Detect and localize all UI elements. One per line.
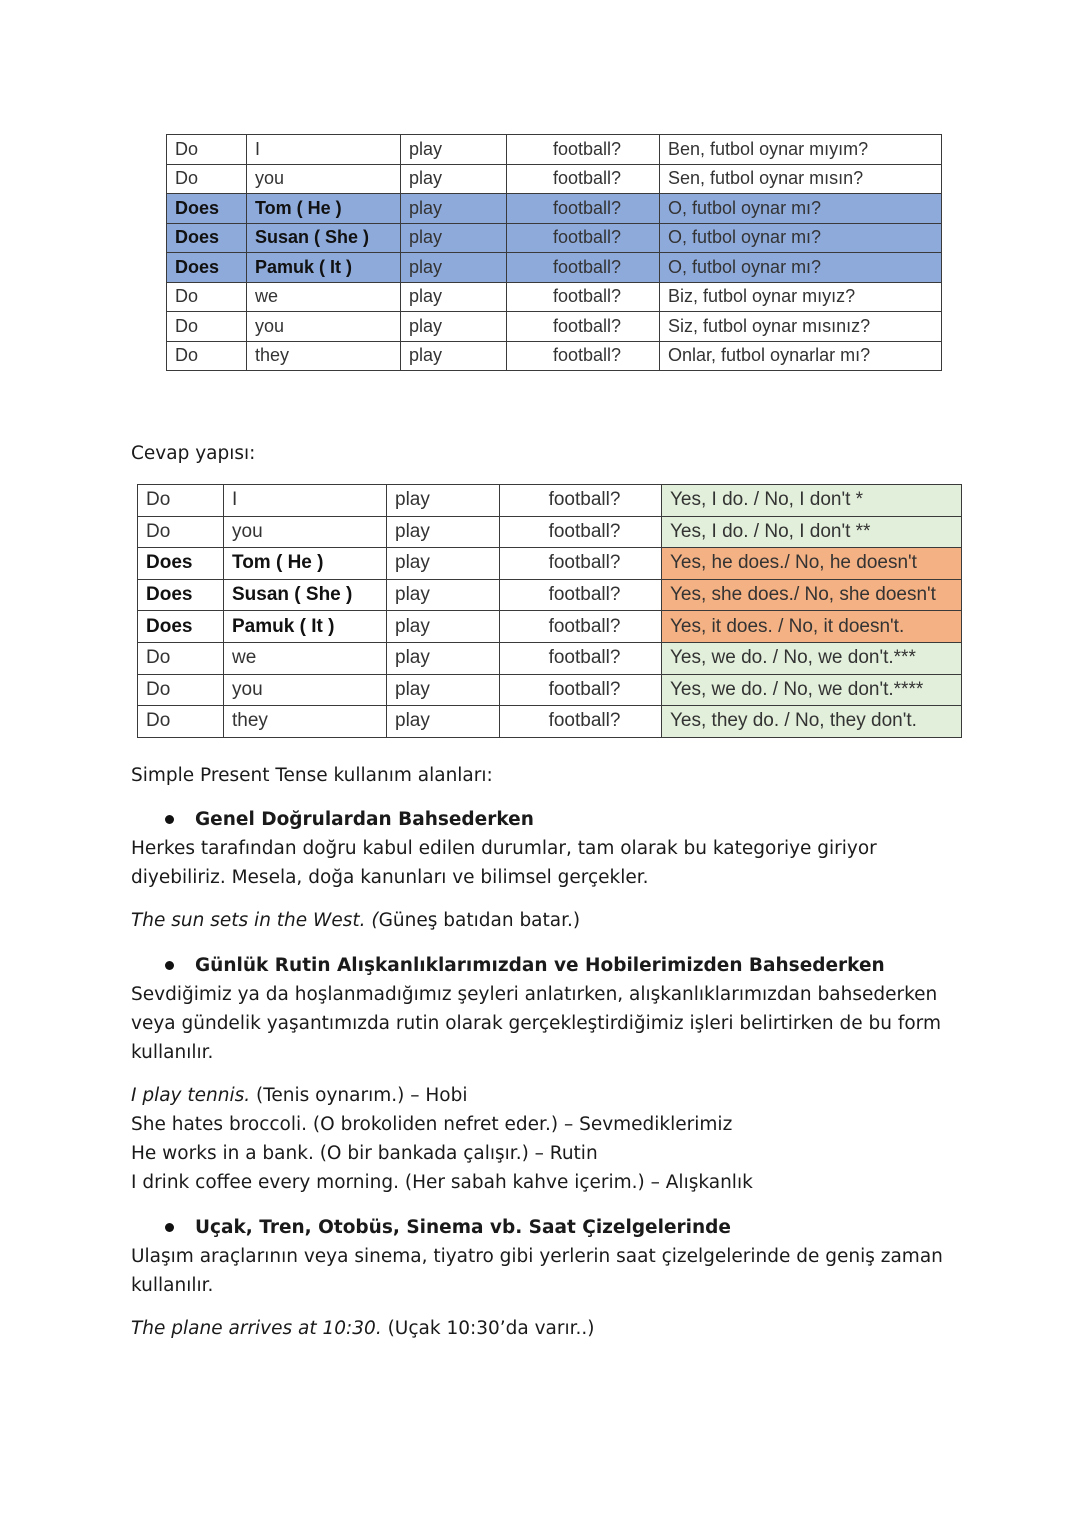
verb-cell: play bbox=[401, 223, 507, 253]
table-row bbox=[167, 194, 942, 224]
verb-cell: play bbox=[387, 548, 500, 580]
subject-cell: you bbox=[247, 164, 401, 194]
verb-cell: play bbox=[387, 611, 500, 643]
verb-cell: play bbox=[401, 282, 507, 312]
subject-cell: we bbox=[247, 282, 401, 312]
bullet-icon bbox=[165, 815, 174, 824]
aux-cell: Does bbox=[138, 611, 224, 643]
usage-example: He works in a bank. (O bir bankada çalışır.) – Rutin bbox=[131, 1143, 598, 1164]
table-row bbox=[138, 642, 962, 674]
aux-cell: Do bbox=[138, 516, 224, 548]
verb-cell: play bbox=[401, 194, 507, 224]
table-row bbox=[167, 223, 942, 253]
object-cell: football? bbox=[500, 548, 662, 580]
answer-cell: Yes, I do. / No, I don't * bbox=[662, 485, 962, 517]
translation-cell: Onlar, futbol oynarlar mı? bbox=[660, 341, 942, 371]
aux-cell: Do bbox=[167, 282, 247, 312]
table-row bbox=[138, 674, 962, 706]
verb-cell: play bbox=[387, 516, 500, 548]
usage-paragraph-3: Ulaşım araçlarının veya sinema, tiyatro gibi yerlerin saat çizelgelerinde de geniş zaman kullanılır. bbox=[131, 1246, 943, 1296]
object-cell: football? bbox=[507, 282, 660, 312]
table-row bbox=[138, 485, 962, 517]
translation-cell: Siz, futbol oynar mısınız? bbox=[660, 312, 942, 342]
verb-cell: play bbox=[387, 706, 500, 738]
usage-example: The sun sets in the West. (Güneş batıdan batar.) bbox=[131, 910, 581, 931]
subject-cell: I bbox=[247, 135, 401, 165]
translation-cell: O, futbol oynar mı? bbox=[660, 253, 942, 283]
subject-cell: Tom ( He ) bbox=[247, 194, 401, 224]
bullet-icon bbox=[165, 1223, 174, 1232]
subject-cell: Tom ( He ) bbox=[224, 548, 387, 580]
table-row bbox=[167, 135, 942, 165]
usage-section bbox=[131, 761, 971, 1343]
object-cell: football? bbox=[500, 706, 662, 738]
usage-example: She hates broccoli. (O brokoliden nefret eder.) – Sevmediklerimiz bbox=[131, 1114, 733, 1135]
table-row bbox=[167, 164, 942, 194]
object-cell: football? bbox=[507, 223, 660, 253]
table-row bbox=[138, 611, 962, 643]
table-row bbox=[167, 312, 942, 342]
translation-cell: Ben, futbol oynar mıyım? bbox=[660, 135, 942, 165]
usage-heading-2: Günlük Rutin Alışkanlıklarımızdan ve Hobilerimizden Bahsederken bbox=[131, 951, 971, 980]
object-cell: football? bbox=[500, 674, 662, 706]
subject-cell: Susan ( She ) bbox=[247, 223, 401, 253]
subject-cell: Pamuk ( It ) bbox=[224, 611, 387, 643]
usage-heading-1: Genel Doğrulardan Bahsederken bbox=[131, 805, 971, 834]
usage-example: I play tennis. (Tenis oynarım.) – Hobi bbox=[131, 1085, 468, 1106]
subject-cell: we bbox=[224, 642, 387, 674]
object-cell: football? bbox=[500, 579, 662, 611]
subject-cell: you bbox=[224, 516, 387, 548]
usage-example: The plane arrives at 10:30. (Uçak 10:30’da varır..) bbox=[131, 1318, 595, 1339]
aux-cell: Does bbox=[138, 579, 224, 611]
usage-paragraph-1: Herkes tarafından doğru kabul edilen durumlar, tam olarak bu kategoriye giriyor diyebiliriz. Mesela, doğa kanunları ve bilimsel gerçekler. bbox=[131, 838, 877, 888]
aux-cell: Does bbox=[167, 194, 247, 224]
translation-cell: Biz, futbol oynar mıyız? bbox=[660, 282, 942, 312]
subject-cell: they bbox=[247, 341, 401, 371]
aux-cell: Do bbox=[167, 135, 247, 165]
verb-cell: play bbox=[387, 579, 500, 611]
answer-cell: Yes, we do. / No, we don't.**** bbox=[662, 674, 962, 706]
aux-cell: Do bbox=[167, 341, 247, 371]
object-cell: football? bbox=[507, 135, 660, 165]
subject-cell: Susan ( She ) bbox=[224, 579, 387, 611]
object-cell: football? bbox=[500, 516, 662, 548]
aux-cell: Does bbox=[167, 253, 247, 283]
subject-cell: you bbox=[247, 312, 401, 342]
verb-cell: play bbox=[401, 135, 507, 165]
translation-cell: Sen, futbol oynar mısın? bbox=[660, 164, 942, 194]
table-row bbox=[138, 706, 962, 738]
bullet-icon bbox=[165, 961, 174, 970]
answer-heading: Cevap yapısı: bbox=[131, 443, 256, 464]
aux-cell: Do bbox=[138, 642, 224, 674]
verb-cell: play bbox=[401, 312, 507, 342]
object-cell: football? bbox=[507, 194, 660, 224]
table-row bbox=[167, 253, 942, 283]
verb-cell: play bbox=[401, 253, 507, 283]
aux-cell: Do bbox=[167, 312, 247, 342]
verb-cell: play bbox=[387, 485, 500, 517]
object-cell: football? bbox=[500, 642, 662, 674]
object-cell: football? bbox=[507, 253, 660, 283]
aux-cell: Do bbox=[138, 674, 224, 706]
object-cell: football? bbox=[500, 485, 662, 517]
table-row bbox=[167, 341, 942, 371]
aux-cell: Do bbox=[138, 706, 224, 738]
table-row bbox=[167, 282, 942, 312]
answer-cell: Yes, I do. / No, I don't ** bbox=[662, 516, 962, 548]
object-cell: football? bbox=[507, 312, 660, 342]
aux-cell: Do bbox=[167, 164, 247, 194]
subject-cell: Pamuk ( It ) bbox=[247, 253, 401, 283]
answer-table bbox=[137, 484, 962, 738]
aux-cell: Does bbox=[167, 223, 247, 253]
answer-cell: Yes, it does. / No, it doesn't. bbox=[662, 611, 962, 643]
aux-cell: Does bbox=[138, 548, 224, 580]
verb-cell: play bbox=[401, 341, 507, 371]
object-cell: football? bbox=[507, 341, 660, 371]
subject-cell: I bbox=[224, 485, 387, 517]
usage-title: Simple Present Tense kullanım alanları: bbox=[131, 765, 493, 786]
usage-paragraph-2: Sevdiğimiz ya da hoşlanmadığımız şeyleri anlatırken, alışkanlıklarımızdan bahsederken veya gündelik yaşantımızda rutin olarak gerçekleştirdiğimiz işleri belirtirken de bu form kullanılır. bbox=[131, 984, 941, 1063]
verb-cell: play bbox=[387, 642, 500, 674]
translation-cell: O, futbol oynar mı? bbox=[660, 194, 942, 224]
answer-cell: Yes, we do. / No, we don't.*** bbox=[662, 642, 962, 674]
answer-cell: Yes, they do. / No, they don't. bbox=[662, 706, 962, 738]
aux-cell: Do bbox=[138, 485, 224, 517]
subject-cell: they bbox=[224, 706, 387, 738]
table-row bbox=[138, 516, 962, 548]
table-row bbox=[138, 548, 962, 580]
subject-cell: you bbox=[224, 674, 387, 706]
table-row bbox=[138, 579, 962, 611]
object-cell: football? bbox=[507, 164, 660, 194]
answer-heading-block bbox=[131, 439, 971, 468]
verb-cell: play bbox=[387, 674, 500, 706]
answer-cell: Yes, he does./ No, he doesn't bbox=[662, 548, 962, 580]
question-table bbox=[166, 134, 942, 371]
translation-cell: O, futbol oynar mı? bbox=[660, 223, 942, 253]
object-cell: football? bbox=[500, 611, 662, 643]
usage-heading-3: Uçak, Tren, Otobüs, Sinema vb. Saat Çizelgelerinde bbox=[131, 1213, 971, 1242]
answer-cell: Yes, she does./ No, she doesn't bbox=[662, 579, 962, 611]
verb-cell: play bbox=[401, 164, 507, 194]
usage-example: I drink coffee every morning. (Her sabah kahve içerim.) – Alışkanlık bbox=[131, 1172, 753, 1193]
